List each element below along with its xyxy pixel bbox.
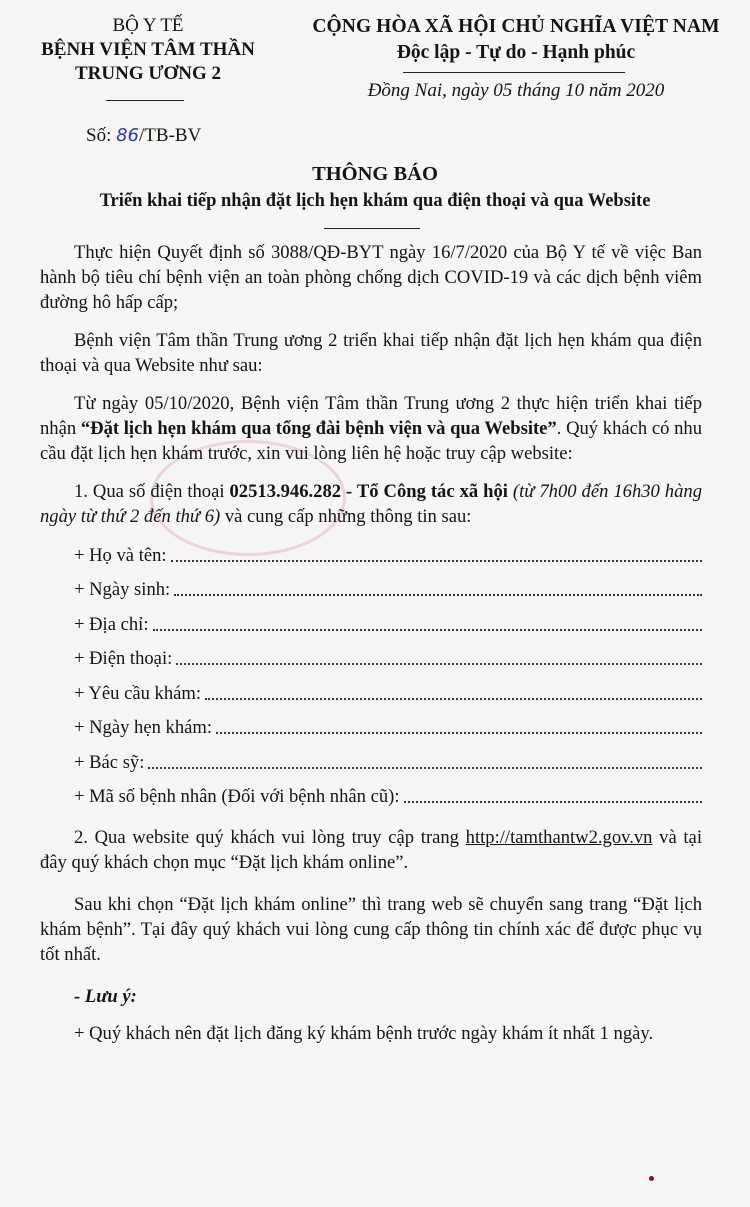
document-number (86, 125, 201, 147)
document-number-suffix: /TB-BV (139, 125, 202, 146)
form-label: + Ngày hẹn khám: (74, 717, 213, 738)
form-label: + Ngày sinh: (74, 579, 171, 600)
form-label: + Điện thoại: (74, 648, 173, 669)
paragraph-1: Thực hiện Quyết định số 3088/QĐ-BYT ngày 16/7/2020 của Bộ Y tế về việc Ban hành bộ tiêu chí bệnh viện an toàn phòng chống dịch COVID-19 và các dịch bệnh viêm đường hô hấp cấp; (40, 242, 702, 313)
paragraph-3-bold: “Đặt lịch hẹn khám qua tổng đài bệnh viện và qua Website” (80, 418, 557, 439)
form-dotted-line (174, 577, 702, 596)
paragraph-5-a: 2. Qua website quý khách vui lòng truy cập trang (74, 827, 466, 848)
ink-mark (649, 1176, 654, 1181)
form-dotted-line (205, 681, 702, 700)
paragraph-4-a: 1. Qua số điện thoại (74, 481, 230, 502)
hospital-name: BỆNH VIỆN TÂM THẦN (41, 39, 255, 60)
form-dotted-line (176, 646, 702, 665)
paragraph-2: Bệnh viện Tâm thần Trung ương 2 triển khai tiếp nhận đặt lịch hẹn khám qua điện thoại và qua Website như sau: (40, 330, 702, 376)
notice-subtitle: Triển khai tiếp nhận đặt lịch hẹn khám qua điện thoại và qua Website (99, 191, 651, 211)
paragraph-3-a: Từ ngày 05/10/2020, Bệnh viện Tâm thần Trung ương 2 thực hiện triển khai tiếp nhận (40, 393, 702, 439)
form-row-phone (74, 637, 702, 672)
form-dotted-line (171, 543, 702, 562)
form-label: + Yêu cầu khám: (74, 682, 201, 704)
document-number-handwritten: 86 (116, 125, 140, 146)
form-label: + Mã số bệnh nhân (Đối với bệnh nhân cũ): (74, 786, 400, 807)
note-label: - Lưu ý: (74, 986, 137, 1007)
document-number-prefix: Số: (86, 125, 112, 146)
info-form-list (40, 533, 702, 809)
country-name: CỘNG HÒA XÃ HỘI CHỦ NGHĨA VIỆT NAM (312, 16, 720, 37)
form-row-name (74, 533, 702, 568)
issuer-underline (106, 100, 184, 101)
form-row-doctor (74, 740, 702, 775)
national-header (290, 14, 742, 66)
form-label: + Địa chỉ: (74, 613, 149, 635)
form-row-birthdate (74, 568, 702, 603)
paragraph-4-hours: (từ 7h00 đến 16h30 hàng ngày từ thứ 2 đến thứ 6) (40, 481, 702, 527)
paragraph-7: + Quý khách nên đặt lịch đăng ký khám bệnh trước ngày khám ít nhất 1 ngày. (74, 1023, 654, 1044)
hospital-name-line2: TRUNG ƯƠNG 2 (74, 63, 222, 84)
subtitle-underline (324, 228, 420, 229)
issuer-block (14, 14, 282, 86)
form-label: + Bác sỹ: (74, 751, 145, 773)
form-row-appointment-date (74, 706, 702, 741)
paragraph-5 (40, 825, 702, 875)
form-label: + Họ và tên: (74, 544, 167, 566)
notice-body (40, 240, 702, 1059)
ministry-name: BỘ Y TẾ (112, 15, 184, 36)
paragraph-3 (40, 391, 702, 466)
form-row-patient-id (74, 775, 702, 810)
form-row-address (74, 602, 702, 637)
paragraph-4-d: và cung cấp những thông tin sau: (220, 506, 472, 527)
paragraph-3-c: . Quý khách có nhu cầu đặt lịch hẹn khám trước, xin vui lòng liên hệ hoặc truy cập website: (40, 418, 702, 464)
paragraph-4 (40, 479, 702, 529)
national-motto: Độc lập - Tự do - Hạnh phúc (396, 42, 636, 63)
phone-number: 02513.946.282 - Tổ Công tác xã hội (229, 481, 508, 502)
form-dotted-line (216, 715, 702, 734)
website-link[interactable]: http://tamthantw2.gov.vn (465, 827, 653, 848)
paragraph-5-b: và tại đây quý khách chọn mục “Đặt lịch khám online”. (40, 827, 702, 873)
form-row-request (74, 671, 702, 706)
date-line: Đồng Nai, ngày 05 tháng 10 năm 2020 (367, 80, 665, 101)
paragraph-6: Sau khi chọn “Đặt lịch khám online” thì trang web sẽ chuyển sang trang “Đặt lịch khám bệnh”. Tại đây quý khách vui lòng cung cấp thông tin chính xác để được phục vụ tốt nhất. (40, 894, 702, 965)
notice-title: THÔNG BÁO (312, 163, 438, 185)
form-dotted-line (148, 750, 702, 769)
form-dotted-line (404, 784, 703, 803)
form-dotted-line (153, 612, 702, 631)
motto-underline (403, 72, 625, 73)
